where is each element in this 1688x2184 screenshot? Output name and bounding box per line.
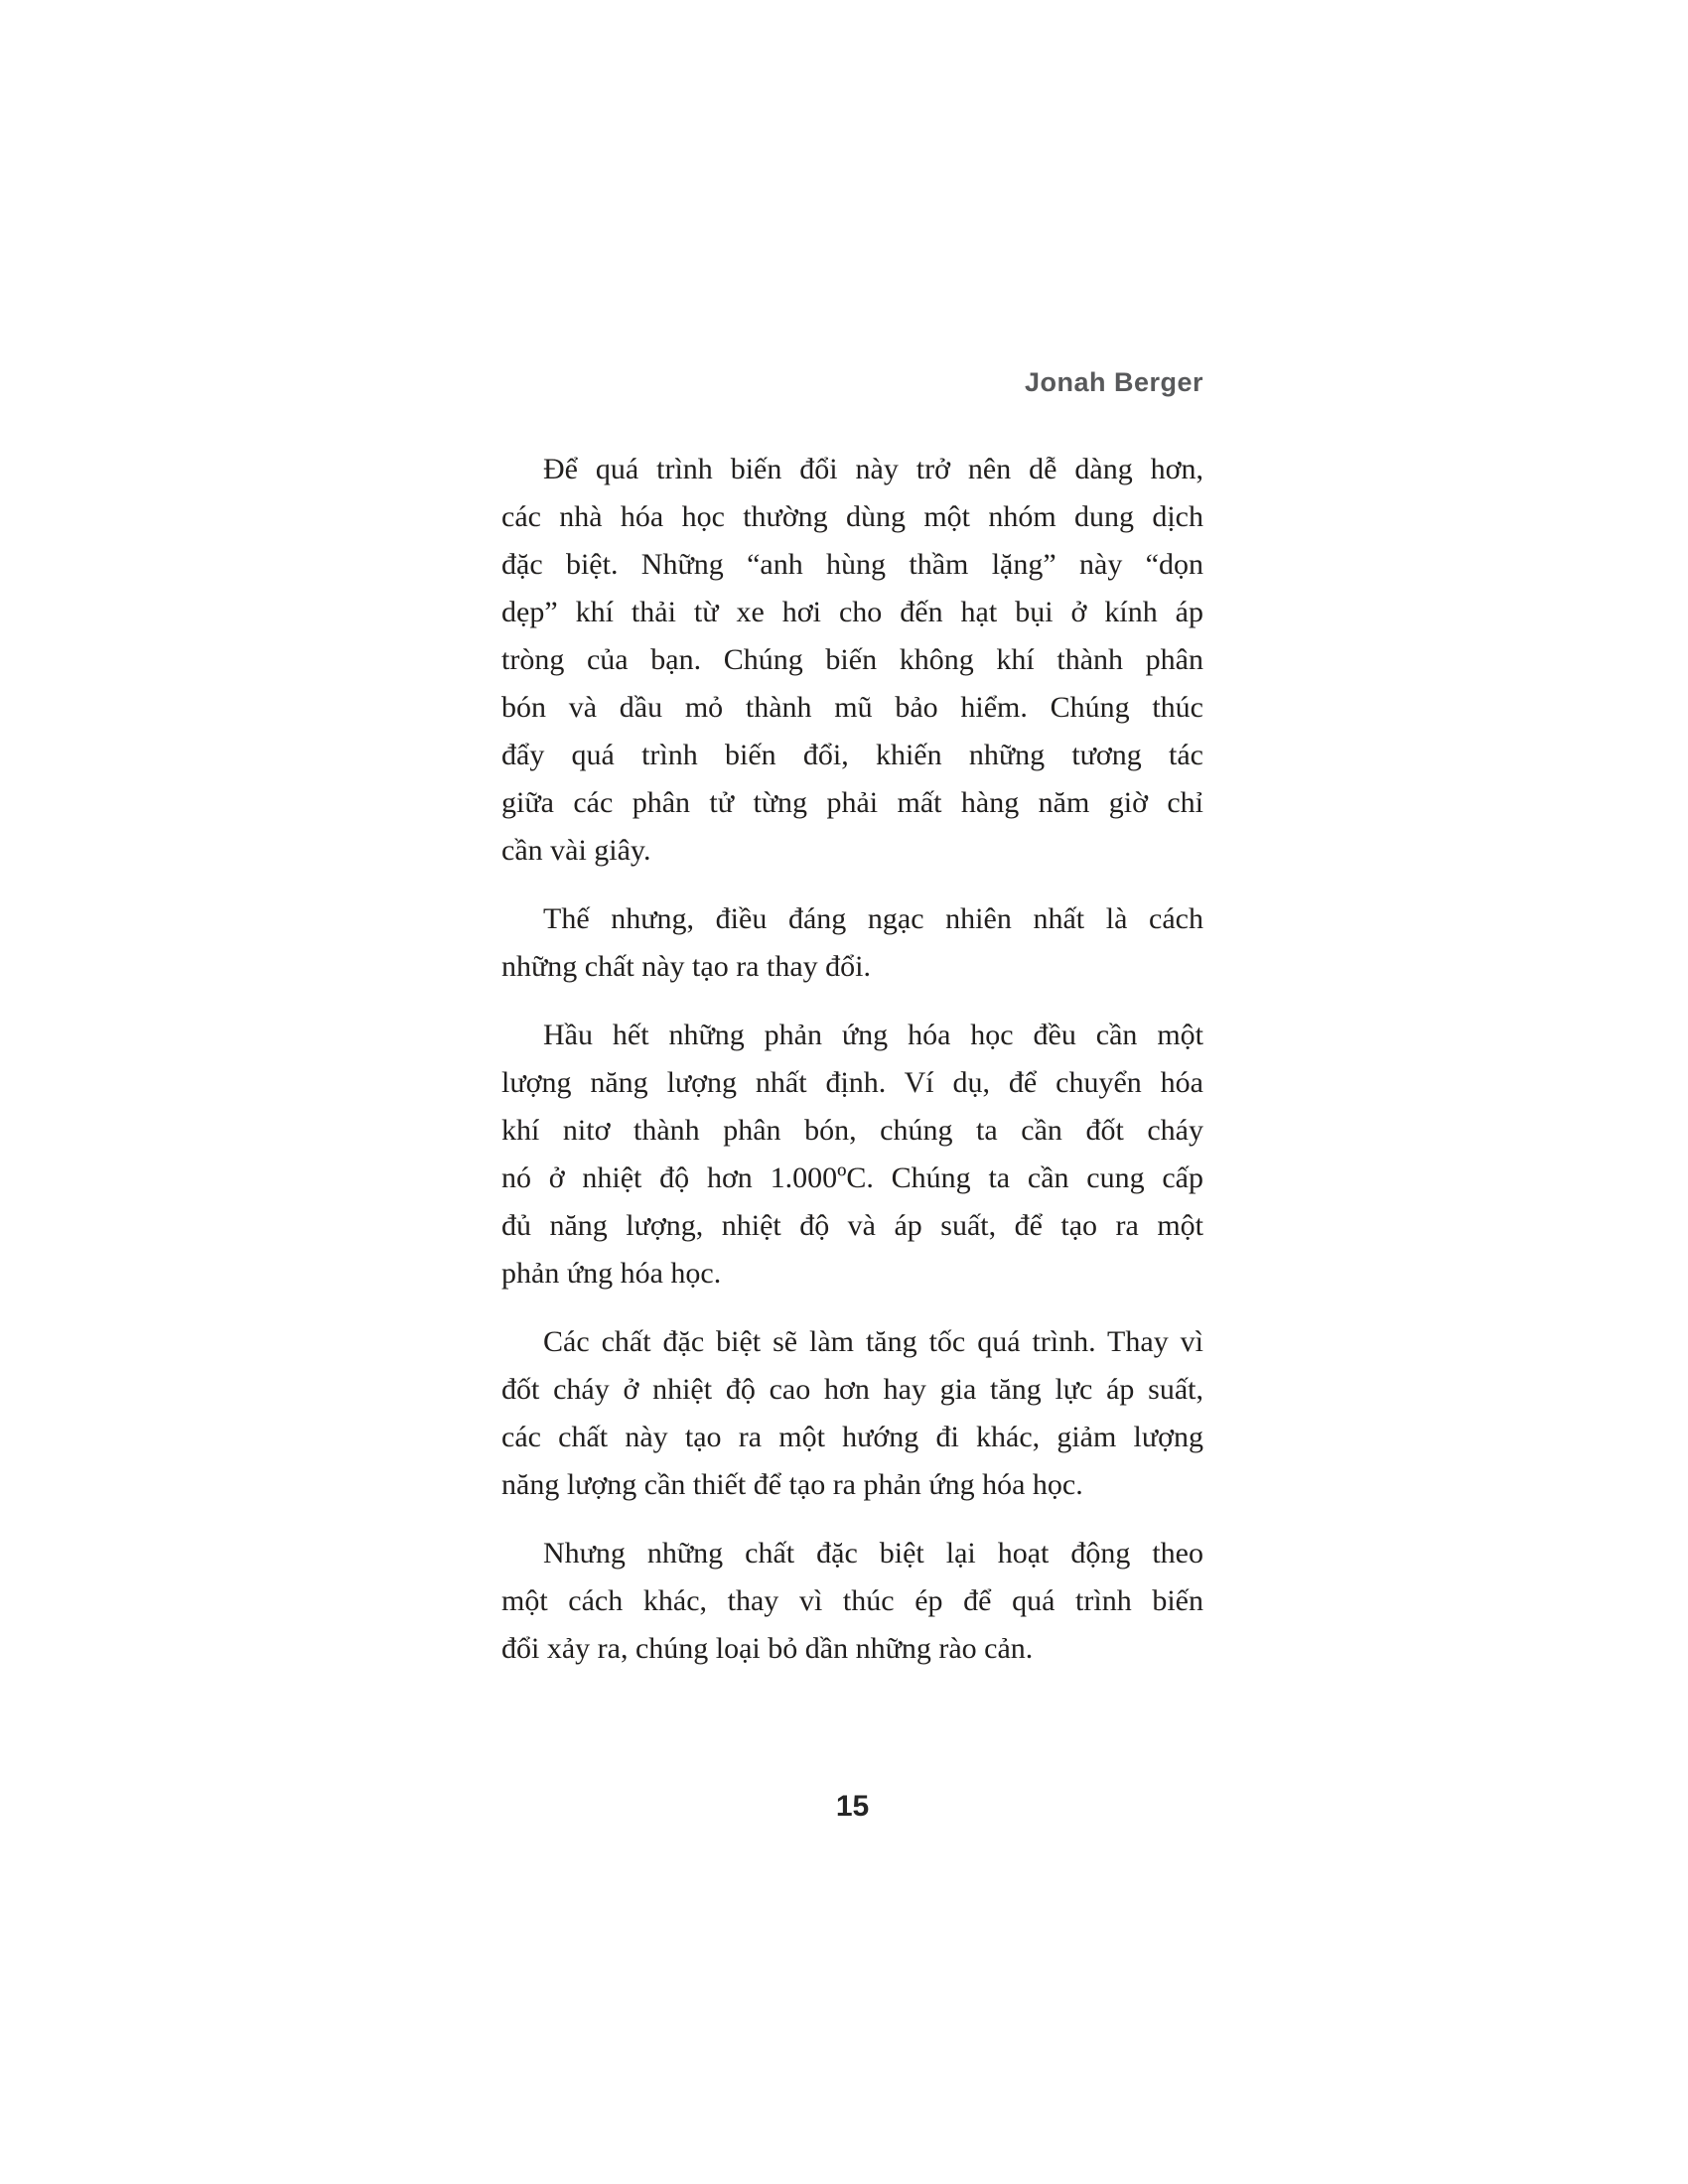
paragraph [501, 446, 1203, 875]
paragraph [501, 1530, 1203, 1673]
text-line: tròng của bạn. Chúng biến không khí thành phân [501, 643, 1203, 676]
text-line: cần vài giây. [501, 834, 651, 867]
text-line: các nhà hóa học thường dùng một nhóm dung dịch [501, 500, 1203, 533]
text-line: phản ứng hóa học. [501, 1257, 722, 1290]
text-line: dẹp” khí thải từ xe hơi cho đến hạt bụi ở kính áp [501, 596, 1203, 628]
text-line: giữa các phân tử từng phải mất hàng năm giờ chỉ [501, 786, 1203, 819]
paragraph [501, 1318, 1203, 1509]
text-line: những chất này tạo ra thay đổi. [501, 950, 871, 983]
text-line: các chất này tạo ra một hướng đi khác, giảm lượng [501, 1421, 1203, 1453]
text-line: đặc biệt. Những “anh hùng thầm lặng” này “dọn [501, 548, 1203, 581]
text-column [501, 446, 1203, 1673]
text-line: bón và dầu mỏ thành mũ bảo hiểm. Chúng thúc [501, 691, 1203, 724]
text-line: đẩy quá trình biến đổi, khiến những tương tác [501, 739, 1203, 771]
text-line: Các chất đặc biệt sẽ làm tăng tốc quá trình. Thay vì [543, 1325, 1203, 1358]
text-line: Hầu hết những phản ứng hóa học đều cần một [543, 1019, 1203, 1051]
paragraph [501, 895, 1203, 991]
text-line: lượng năng lượng nhất định. Ví dụ, để chuyển hóa [501, 1066, 1203, 1099]
page-number: 15 [835, 1790, 870, 1823]
text-line: năng lượng cần thiết để tạo ra phản ứng hóa học. [501, 1468, 1083, 1501]
text-line: khí nitơ thành phân bón, chúng ta cần đốt cháy [501, 1114, 1203, 1147]
paragraph [501, 1012, 1203, 1297]
text-line: đốt cháy ở nhiệt độ cao hơn hay gia tăng lực áp suất, [501, 1373, 1203, 1406]
text-line: đủ năng lượng, nhiệt độ và áp suất, để tạo ra một [501, 1209, 1203, 1242]
text-line: một cách khác, thay vì thúc ép để quá trình biến [501, 1584, 1203, 1617]
running-header-author: Jonah Berger [1024, 367, 1203, 397]
text-line: nó ở nhiệt độ hơn 1.000ºC. Chúng ta cần cung cấp [501, 1161, 1203, 1194]
text-line: Thế nhưng, điều đáng ngạc nhiên nhất là cách [543, 902, 1203, 935]
text-line: đổi xảy ra, chúng loại bỏ dần những rào cản. [501, 1632, 1034, 1665]
text-line: Để quá trình biến đổi này trở nên dễ dàng hơn, [543, 453, 1203, 485]
text-line: Nhưng những chất đặc biệt lại hoạt động theo [543, 1537, 1203, 1570]
